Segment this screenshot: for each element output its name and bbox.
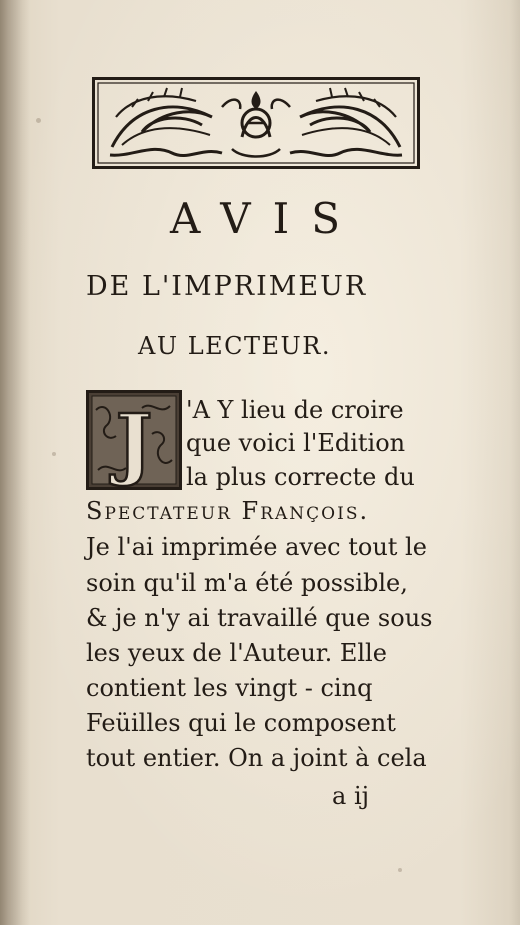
body-line: soin qu'il m'a été possible, [86, 569, 408, 597]
signature-mark: a ij [332, 782, 370, 810]
page-subtitle: DE L'IMPRIMEUR [86, 271, 368, 302]
foxing-spot [52, 452, 56, 456]
page-title: AVIS [170, 194, 362, 243]
foxing-spot [36, 118, 41, 123]
gutter-shadow [0, 0, 30, 925]
body-line: tout entier. On a joint à cela [86, 744, 427, 772]
body-line: Je l'ai imprimée avec tout le [86, 533, 427, 561]
body-line: contient les vingt - cinq [86, 674, 373, 702]
body-line: 'A Y lieu de croire [186, 396, 404, 424]
foxing-spot [398, 868, 402, 872]
body-line: Spectateur François. [86, 497, 370, 525]
body-line: que voici l'Edition [186, 429, 406, 457]
page-subtitle-2: AU LECTEUR. [138, 332, 331, 360]
body-line: les yeux de l'Auteur. Elle [86, 639, 387, 667]
drop-cap-letter: J [115, 398, 153, 489]
ornamental-headpiece-icon [92, 77, 420, 169]
body-line: & je n'y ai travaillé que sous [86, 604, 433, 632]
body-line: la plus correcte du [186, 463, 415, 491]
body-line: Feüilles qui le composent [86, 709, 396, 737]
decorated-initial-icon [86, 390, 182, 490]
